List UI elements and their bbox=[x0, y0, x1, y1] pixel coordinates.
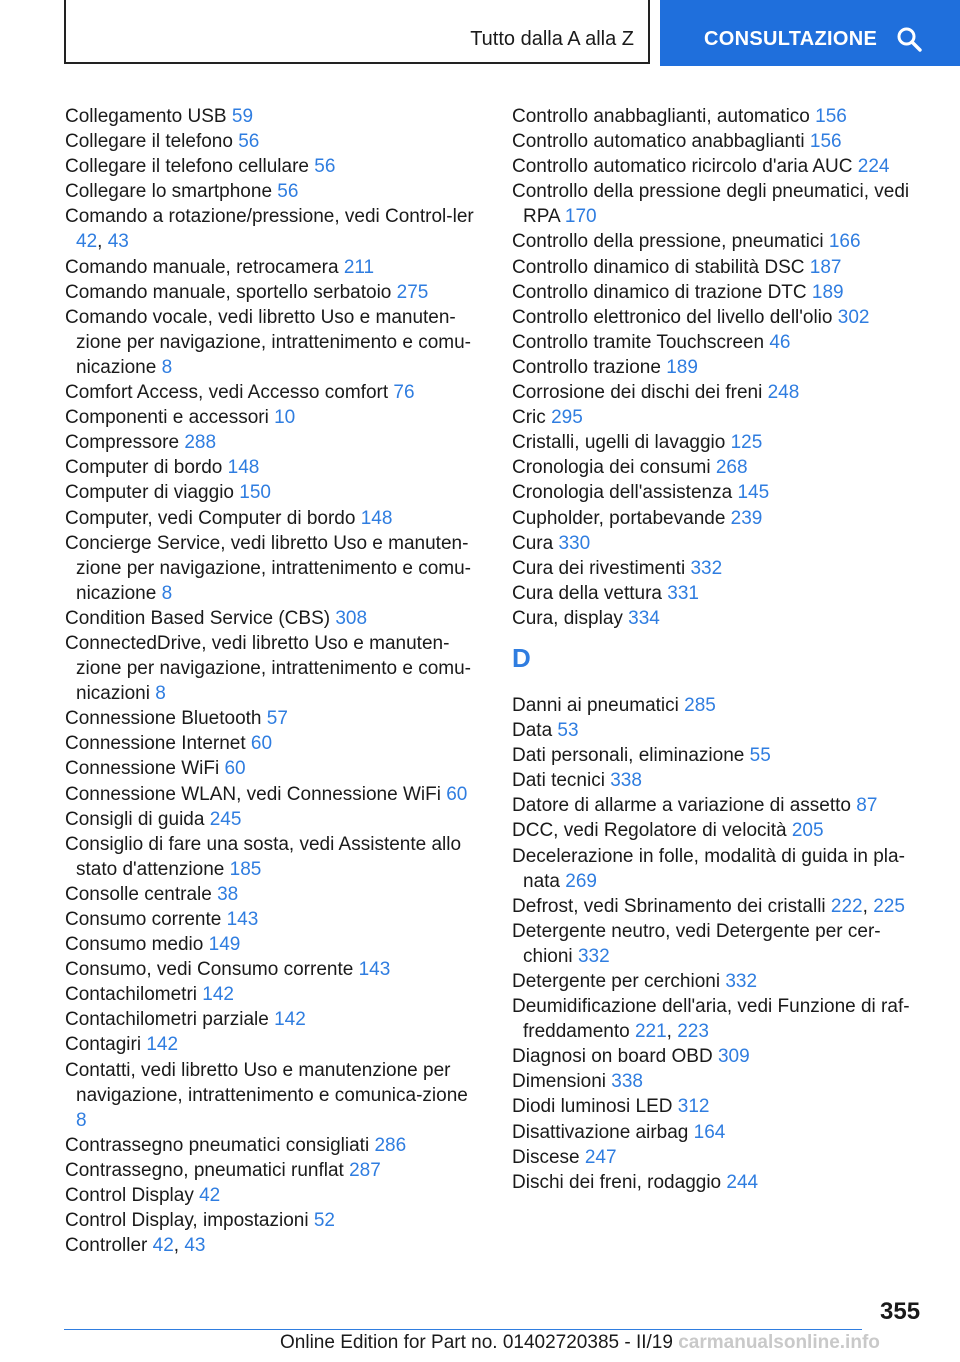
index-entry: Controller 42, 43 bbox=[65, 1235, 206, 1257]
index-entry-text: Detergente per cerchioni bbox=[512, 971, 721, 992]
page-reference-link[interactable]: 312 bbox=[677, 1096, 710, 1118]
index-entry-text: Cura bbox=[512, 532, 554, 554]
index-entry bbox=[512, 969, 912, 994]
index-entry bbox=[65, 706, 475, 731]
index-entry bbox=[512, 556, 912, 581]
index-entry-text: Controller bbox=[65, 1235, 148, 1257]
page-reference-link[interactable]: 156 bbox=[809, 131, 842, 153]
index-entry-text: Controllo della pressione degli pneumatici, vedi RPA bbox=[512, 181, 910, 228]
footer-rule bbox=[64, 1329, 862, 1330]
index-entry-text: Controllo dinamico di stabilità DSC bbox=[512, 256, 805, 278]
index-entry bbox=[512, 330, 912, 355]
index-entry-text: Controllo anabbaglianti, automatico bbox=[512, 106, 810, 127]
page-reference-link[interactable]: 224 bbox=[857, 156, 890, 178]
index-entry bbox=[512, 380, 912, 405]
index-entry-text: Contrassegno pneumatici consigliati bbox=[65, 1134, 370, 1156]
index-entry-text: Data bbox=[512, 720, 553, 742]
index-entry bbox=[65, 1032, 475, 1057]
page-reference-link[interactable]: 332 bbox=[577, 945, 610, 967]
page-reference-link[interactable]: 330 bbox=[558, 532, 591, 554]
index-entry bbox=[512, 793, 912, 818]
index-entry-text: Control Display, impostazioni bbox=[65, 1210, 309, 1232]
index-entry bbox=[65, 1208, 475, 1233]
index-entry-text: Dati personali, eliminazione bbox=[512, 745, 745, 767]
page-reference-link[interactable]: 8 bbox=[161, 356, 173, 378]
index-entry bbox=[65, 731, 475, 756]
index-entry-text: Comfort Access, vedi Accesso comfort bbox=[65, 382, 389, 404]
index-entry: Defrost, vedi Sbrinamento dei cristalli 222, 225 bbox=[512, 895, 905, 917]
page-reference-link[interactable]: 59 bbox=[231, 106, 254, 127]
page-reference-link[interactable]: 8 bbox=[155, 683, 166, 705]
index-entry bbox=[512, 1170, 912, 1195]
index-entry bbox=[65, 982, 475, 1007]
page-reference-link[interactable]: 245 bbox=[209, 808, 242, 830]
index-entry-text: Dati tecnici bbox=[512, 770, 605, 792]
page-reference-link[interactable]: 8 bbox=[76, 1109, 87, 1131]
chapter-title: Tutto dalla A alla Z bbox=[470, 28, 634, 50]
index-entry bbox=[512, 531, 912, 556]
page-reference-link[interactable]: 189 bbox=[666, 356, 698, 378]
page-reference-link[interactable]: 150 bbox=[239, 482, 271, 504]
index-entry bbox=[512, 768, 912, 793]
index-entry-text: Consumo corrente bbox=[65, 909, 222, 930]
index-entry bbox=[65, 1133, 475, 1158]
index-entry-text: Consumo medio bbox=[65, 934, 204, 956]
page-header bbox=[0, 0, 960, 66]
index-entry-text: Collegamento USB bbox=[65, 106, 227, 127]
footer-edition: Online Edition for Part no. 01402720385 - II/19 bbox=[280, 1332, 673, 1353]
page-reference-link[interactable]: 42 bbox=[199, 1185, 221, 1207]
index-entry bbox=[512, 229, 912, 254]
page-reference-link[interactable]: 148 bbox=[227, 457, 260, 479]
index-column-left bbox=[65, 104, 475, 1258]
index-entry bbox=[512, 154, 912, 179]
index-entry-text: Deumidificazione dell'aria, vedi Funzione di raf‐freddamento bbox=[512, 996, 910, 1043]
page-reference-link[interactable]: 142 bbox=[202, 984, 234, 1006]
page-reference-link[interactable]: 170 bbox=[564, 206, 597, 228]
index-entry-text: Dimensioni bbox=[512, 1071, 606, 1093]
page-reference-link[interactable]: 286 bbox=[374, 1134, 407, 1156]
index-entry-text: Controllo della pressione, pneumatici bbox=[512, 231, 824, 253]
page-reference-link[interactable]: 338 bbox=[610, 770, 642, 792]
index-entry bbox=[512, 718, 912, 743]
index-entry bbox=[512, 405, 912, 430]
index-entry bbox=[65, 280, 475, 305]
page-reference-link[interactable]: 285 bbox=[684, 694, 716, 716]
chapter-title-box bbox=[64, 0, 650, 64]
page-reference-link[interactable]: 205 bbox=[791, 820, 824, 842]
index-entry-text: Corrosione dei dischi dei freni bbox=[512, 382, 763, 404]
index-entry-text: Contagiri bbox=[65, 1034, 142, 1056]
page-reference-link[interactable]: 248 bbox=[767, 382, 800, 404]
index-entry bbox=[65, 932, 475, 957]
index-entry bbox=[65, 506, 475, 531]
page-reference-link[interactable]: 244 bbox=[726, 1171, 759, 1193]
index-entry bbox=[65, 1158, 475, 1183]
index-entry bbox=[512, 1145, 912, 1170]
page-reference-link[interactable]: 187 bbox=[809, 256, 842, 278]
index-entry-text: Consumo, vedi Consumo corrente bbox=[65, 959, 354, 981]
index-entry bbox=[512, 1069, 912, 1094]
search-icon[interactable] bbox=[896, 26, 922, 52]
index-entry bbox=[512, 480, 912, 505]
index-entry bbox=[65, 832, 475, 882]
footer bbox=[280, 1332, 880, 1354]
page-reference-link[interactable]: 332 bbox=[725, 971, 758, 992]
index-entry-text: Cristalli, ugelli di lavaggio bbox=[512, 432, 726, 454]
index-entry bbox=[512, 179, 912, 229]
index-group-d bbox=[512, 693, 912, 1195]
index-entry bbox=[512, 129, 912, 154]
page-reference-link[interactable]: 309 bbox=[717, 1046, 750, 1068]
page-reference-link[interactable]: 189 bbox=[811, 281, 844, 303]
index-group-c bbox=[512, 104, 912, 631]
page-reference-link[interactable]: 60 bbox=[446, 783, 468, 805]
page-reference-link[interactable]: 76 bbox=[393, 382, 415, 404]
index-entry bbox=[65, 305, 475, 380]
index-entry-text: Dischi dei freni, rodaggio bbox=[512, 1171, 722, 1193]
page-reference-link[interactable]: 56 bbox=[277, 181, 299, 203]
page-reference-link[interactable]: 338 bbox=[611, 1071, 643, 1093]
index-entry-text: Defrost, vedi Sbrinamento dei cristalli bbox=[512, 895, 826, 917]
index-entry: Comando a rotazione/pressione, vedi Control‐ler 42, 43 bbox=[65, 206, 474, 253]
index-entry-text: Controllo trazione bbox=[512, 356, 661, 378]
index-entry bbox=[65, 807, 475, 832]
index-entry-text: Concierge Service, vedi libretto Uso e manuten‐zione per navigazione, intrattenimento e comu‐nicazione bbox=[65, 532, 472, 604]
index-entry-text: Comando vocale, vedi libretto Uso e manuten‐zione per navigazione, intrattenimento e comu‐nicazione bbox=[65, 306, 472, 378]
index-entry-text: Connessione WiFi bbox=[65, 758, 220, 780]
page-reference-link[interactable]: 55 bbox=[749, 745, 771, 767]
page-reference-link[interactable]: 148 bbox=[360, 507, 393, 529]
page-reference-link[interactable]: 211 bbox=[343, 256, 375, 278]
index-entry-text: Cronologia dei consumi bbox=[512, 457, 711, 479]
index-entry-text: Comando manuale, sportello serbatoio bbox=[65, 281, 392, 303]
index-entry-text: Cura della vettura bbox=[512, 582, 662, 604]
section-label: CONSULTAZIONE bbox=[704, 28, 878, 50]
index-entry bbox=[512, 844, 912, 894]
index-entry bbox=[512, 506, 912, 531]
index-entry bbox=[65, 129, 475, 154]
page-number: 355 bbox=[880, 1298, 921, 1325]
page-reference-link[interactable]: 53 bbox=[557, 720, 579, 742]
index-entry-text: Connessione WLAN, vedi Connessione WiFi bbox=[65, 783, 441, 805]
page-reference-link[interactable]: 149 bbox=[208, 934, 241, 956]
index-entry bbox=[512, 305, 912, 330]
page-reference-link[interactable]: 143 bbox=[226, 909, 259, 930]
index-entry bbox=[65, 405, 475, 430]
index-entry-text: Computer di bordo bbox=[65, 457, 223, 479]
index-entry bbox=[512, 355, 912, 380]
index-entry bbox=[65, 430, 475, 455]
index-entry bbox=[65, 455, 475, 480]
index-entry-text: Controllo elettronico del livello dell'olio bbox=[512, 306, 833, 328]
page-reference-link[interactable]: 222 bbox=[830, 895, 863, 917]
index-entry bbox=[65, 631, 475, 706]
index-entry-text: Condition Based Service (CBS) bbox=[65, 607, 331, 629]
page-reference-link[interactable]: 166 bbox=[828, 231, 861, 253]
index-entry-text: Collegare il telefono cellulare bbox=[65, 156, 309, 178]
page-reference-link[interactable]: 275 bbox=[396, 281, 429, 303]
index-entry-text: Contatti, vedi libretto Uso e manutenzione per navigazione, intrattenimento e comunica‐zione bbox=[65, 1059, 468, 1106]
page-reference-link[interactable]: 87 bbox=[856, 795, 878, 817]
page-reference-link[interactable]: 247 bbox=[584, 1146, 617, 1168]
page-reference-link[interactable]: 268 bbox=[715, 457, 748, 479]
page-reference-link[interactable]: 8 bbox=[161, 582, 173, 604]
page-reference-link[interactable]: 10 bbox=[274, 407, 296, 429]
page-reference-link[interactable]: 295 bbox=[551, 407, 583, 429]
index-entry bbox=[512, 255, 912, 280]
index-entry bbox=[512, 1094, 912, 1119]
index-entry-text: Decelerazione in folle, modalità di guida in pla‐nata bbox=[512, 845, 905, 892]
index-entry bbox=[65, 957, 475, 982]
page-reference-link[interactable]: 142 bbox=[274, 1009, 306, 1031]
index-entry-text: Cura dei rivestimenti bbox=[512, 557, 686, 579]
page-reference-link[interactable]: 164 bbox=[693, 1121, 726, 1143]
index-entry bbox=[65, 1183, 475, 1208]
page-reference-link[interactable]: 56 bbox=[238, 131, 260, 153]
index-entry-text: Danni ai pneumatici bbox=[512, 694, 679, 716]
index-entry bbox=[512, 430, 912, 455]
page-reference-link[interactable]: 43 bbox=[107, 231, 129, 253]
index-entry bbox=[65, 480, 475, 505]
index-entry bbox=[65, 882, 475, 907]
page-reference-link[interactable]: 223 bbox=[677, 1021, 709, 1043]
index-entry bbox=[65, 255, 475, 280]
index-entry bbox=[65, 531, 475, 606]
index-entry-text: Controllo automatico anabbaglianti bbox=[512, 131, 805, 153]
page-reference-link[interactable]: 145 bbox=[737, 482, 770, 504]
page-reference-link[interactable]: 38 bbox=[217, 883, 239, 905]
index-entry-text: Cupholder, portabevande bbox=[512, 507, 726, 529]
index-entry bbox=[65, 154, 475, 179]
index-entry-text: Diagnosi on board OBD bbox=[512, 1046, 713, 1068]
index-entry bbox=[512, 1120, 912, 1145]
index-entry bbox=[65, 907, 475, 932]
index-entry bbox=[512, 606, 912, 631]
page-reference-link[interactable]: 46 bbox=[769, 331, 791, 353]
index-entry-text: Contachilometri parziale bbox=[65, 1009, 269, 1031]
page-reference-link[interactable]: 185 bbox=[229, 858, 262, 880]
index-entry-text: Control Display bbox=[65, 1185, 194, 1207]
page-reference-link[interactable]: 143 bbox=[358, 959, 391, 981]
index-entry bbox=[65, 1007, 475, 1032]
index-entry-text: Connessione Internet bbox=[65, 733, 246, 755]
page-reference-link[interactable]: 60 bbox=[250, 733, 273, 755]
page-reference-link[interactable]: 302 bbox=[837, 306, 870, 328]
page-reference-link[interactable]: 332 bbox=[690, 557, 723, 579]
index-entry bbox=[512, 919, 912, 969]
index-entry-text: Computer di viaggio bbox=[65, 482, 234, 504]
index-entry-text: Contachilometri bbox=[65, 984, 197, 1006]
index-entry bbox=[512, 1044, 912, 1069]
index-entry-text: Compressore bbox=[65, 432, 180, 454]
section-letter: D bbox=[512, 642, 531, 673]
page-reference-link[interactable]: 225 bbox=[873, 895, 905, 917]
index-entry: Deumidificazione dell'aria, vedi Funzione di raf‐freddamento 221, 223 bbox=[512, 996, 910, 1043]
page-reference-link[interactable]: 60 bbox=[224, 758, 246, 780]
index-entry-text: DCC, vedi Regolatore di velocità bbox=[512, 820, 787, 842]
page-reference-link[interactable]: 125 bbox=[730, 432, 763, 454]
index-entry-text: Controllo tramite Touchscreen bbox=[512, 331, 765, 353]
index-entry-text: Consolle centrale bbox=[65, 883, 212, 905]
index-entry-text: ConnectedDrive, vedi libretto Uso e manuten‐zione per navigazione, intrattenimento e comu‐nicazioni bbox=[65, 632, 472, 705]
index-entry-text: Disattivazione airbag bbox=[512, 1121, 689, 1143]
page-reference-link[interactable]: 142 bbox=[146, 1034, 179, 1056]
section-tab[interactable] bbox=[660, 0, 960, 66]
index-entry bbox=[512, 693, 912, 718]
index-entry-text: Collegare lo smartphone bbox=[65, 181, 273, 203]
page-reference-link[interactable]: 156 bbox=[815, 106, 847, 127]
index-entry-text: Diodi luminosi LED bbox=[512, 1096, 673, 1118]
index-entry-text: Computer, vedi Computer di bordo bbox=[65, 507, 356, 529]
index-entry bbox=[512, 280, 912, 305]
index-entry bbox=[512, 818, 912, 843]
index-column-right bbox=[512, 104, 912, 1195]
index-entry-text: Contrassegno, pneumatici runflat bbox=[65, 1159, 344, 1181]
index-entry bbox=[65, 179, 475, 204]
index-entry-text: Consiglio di fare una sosta, vedi Assistente allo stato d'attenzione bbox=[65, 833, 462, 880]
page-reference-link[interactable]: 308 bbox=[335, 607, 368, 629]
index-entry bbox=[512, 455, 912, 480]
page-reference-link[interactable]: 42 bbox=[76, 231, 98, 253]
page-reference-link[interactable]: 52 bbox=[313, 1210, 335, 1232]
index-entry bbox=[65, 756, 475, 781]
index-entry-text: Cric bbox=[512, 407, 546, 429]
page-reference-link[interactable]: 43 bbox=[184, 1235, 206, 1257]
footer-watermark: carmanualsonline.info bbox=[678, 1332, 880, 1353]
page-reference-link[interactable]: 331 bbox=[667, 582, 699, 604]
page-reference-link[interactable]: 42 bbox=[152, 1235, 174, 1257]
index-entry-text: Discese bbox=[512, 1146, 580, 1168]
index-entry bbox=[65, 104, 475, 129]
page-reference-link[interactable]: 56 bbox=[314, 156, 336, 178]
index-entry-text: Comando manuale, retrocamera bbox=[65, 256, 339, 278]
page-reference-link[interactable]: 221 bbox=[634, 1021, 667, 1043]
index-entry-text: Controllo automatico ricircolo d'aria AUC bbox=[512, 156, 853, 178]
index-entry bbox=[65, 782, 475, 807]
page-reference-link[interactable]: 334 bbox=[628, 607, 660, 629]
index-entry-text: Collegare il telefono bbox=[65, 131, 233, 153]
page-reference-link[interactable]: 239 bbox=[730, 507, 763, 529]
index-entry-text: Detergente neutro, vedi Detergente per cer‐chioni bbox=[512, 920, 881, 967]
index-entry-text: Consigli di guida bbox=[65, 808, 205, 830]
index-entry-text: Cronologia dell'assistenza bbox=[512, 482, 733, 504]
page-reference-link[interactable]: 269 bbox=[565, 870, 597, 892]
index-entry bbox=[512, 581, 912, 606]
index-entry bbox=[65, 1058, 475, 1133]
index-entry bbox=[65, 606, 475, 631]
index-entry bbox=[65, 380, 475, 405]
index-entry-text: Comando a rotazione/pressione, vedi Control‐ler bbox=[65, 206, 474, 228]
index-entry-text: Controllo dinamico di trazione DTC bbox=[512, 281, 807, 303]
index-entry-text: Datore di allarme a variazione di assetto bbox=[512, 795, 852, 817]
page-reference-link[interactable]: 288 bbox=[184, 432, 217, 454]
index-entry-text: Componenti e accessori bbox=[65, 407, 269, 429]
page-reference-link[interactable]: 287 bbox=[349, 1159, 381, 1181]
page-reference-link[interactable]: 57 bbox=[266, 708, 288, 730]
index-entry bbox=[512, 743, 912, 768]
index-entry-text: Cura, display bbox=[512, 607, 623, 629]
index-entry bbox=[512, 104, 912, 129]
index-entry-text: Connessione Bluetooth bbox=[65, 708, 262, 730]
